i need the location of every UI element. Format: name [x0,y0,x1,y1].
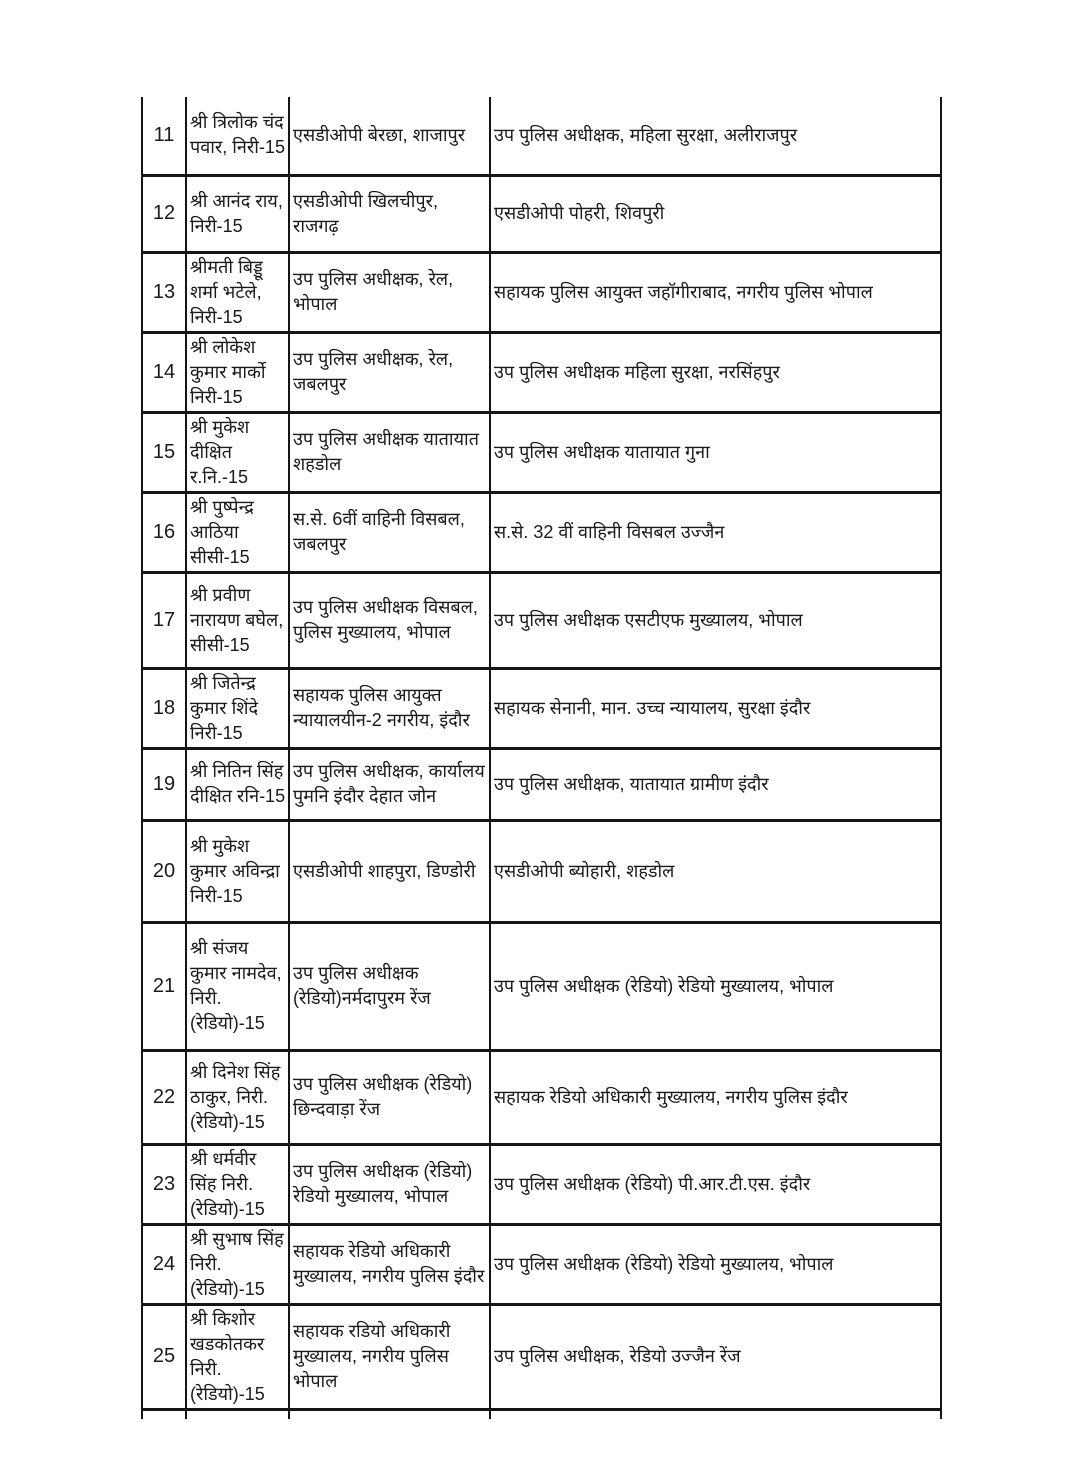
new-posting-cell: उप पुलिस अधीक्षक (रेडियो) रेडियो मुख्यालय, भोपाल [490,922,941,1050]
new-posting-cell: उप पुलिस अधीक्षक महिला सुरक्षा, नरसिंहपुर [490,332,941,412]
new-posting-cell: एसडीओपी पोहरी, शिवपुरी [490,175,941,252]
new-posting-cell: सहायक रेडियो अधिकारी मुख्यालय, नगरीय पुलिस इंदौर [490,1050,941,1144]
serial-number-cell: 13 [142,252,186,332]
current-posting-cell: सहायक रेडियो अधिकारी मुख्यालय, नगरीय पुलिस इंदौर [289,1224,490,1304]
officer-name-cell: श्री पुष्पेन्द्र आठिया सीसी-15 [186,492,289,572]
table-row [142,252,941,332]
serial-number-cell: 22 [142,1050,186,1144]
new-posting-cell: सहायक पुलिस आयुक्त जहॉगीराबाद, नगरीय पुलिस भोपाल [490,252,941,332]
serial-number-cell: 24 [142,1224,186,1304]
officer-name-cell: श्री किशोर खडकोतकर निरी. (रेडियो)-15 [186,1304,289,1409]
new-posting-cell: उप पुलिस अधीक्षक, महिला सुरक्षा, अलीराजपुर [490,97,941,175]
new-posting-cell: उप पुलिस अधीक्षक (रेडियो) रेडियो मुख्यालय, भोपाल [490,1224,941,1304]
serial-number-cell: 18 [142,668,186,748]
officer-name-cell: श्री मुकेश दीक्षित र.नि.-15 [186,412,289,492]
serial-number-cell: 11 [142,97,186,175]
current-posting-cell: उप पुलिस अधीक्षक (रेडियो) रेडियो मुख्यालय, भोपाल [289,1144,490,1224]
table-row [142,572,941,668]
transfer-table-body [142,97,941,1419]
table-row [142,175,941,252]
table-row [142,668,941,748]
current-posting-cell: उप पुलिस अधीक्षक यातायात शहडोल [289,412,490,492]
table-row [142,332,941,412]
current-posting-cell: उप पुलिस अधीक्षक (रेडियो)नर्मदापुरम रेंज [289,922,490,1050]
new-posting-cell: उप पुलिस अधीक्षक एसटीएफ मुख्यालय, भोपाल [490,572,941,668]
serial-number-cell: 20 [142,820,186,922]
table-row [142,97,941,175]
new-posting-cell [490,1409,941,1419]
serial-number-cell: 17 [142,572,186,668]
table-row [142,492,941,572]
officer-name-cell: श्री जितेन्द्र कुमार शिंदे निरी-15 [186,668,289,748]
new-posting-cell: उप पुलिस अधीक्षक, यातायात ग्रामीण इंदौर [490,748,941,820]
officer-name-cell: श्री नितिन सिंह दीक्षित रनि-15 [186,748,289,820]
serial-number-cell: 21 [142,922,186,1050]
current-posting-cell [289,1409,490,1419]
new-posting-cell: सहायक सेनानी, मान. उच्च न्यायालय, सुरक्षा इंदौर [490,668,941,748]
table-row [142,1050,941,1144]
officer-name-cell: श्री दिनेश सिंह ठाकुर, निरी. (रेडियो)-15 [186,1050,289,1144]
table-row [142,412,941,492]
serial-number-cell: 23 [142,1144,186,1224]
serial-number-cell: 19 [142,748,186,820]
new-posting-cell: उप पुलिस अधीक्षक, रेडियो उज्जैन रेंज [490,1304,941,1409]
current-posting-cell: एसडीओपी शाहपुरा, डिण्डोरी [289,820,490,922]
officer-name-cell: श्री धर्मवीर सिंह निरी. (रेडियो)-15 [186,1144,289,1224]
new-posting-cell: स.से. 32 वीं वाहिनी विसबल उज्जैन [490,492,941,572]
officer-name-cell: श्री सुभाष सिंह निरी. (रेडियो)-15 [186,1224,289,1304]
serial-number-cell: 12 [142,175,186,252]
current-posting-cell: उप पुलिस अधीक्षक (रेडियो) छिन्दवाड़ा रेंज [289,1050,490,1144]
partial-table-row [142,1409,941,1419]
document-page [141,97,940,1419]
serial-number-cell: 25 [142,1304,186,1409]
current-posting-cell: उप पुलिस अधीक्षक, रेल, भोपाल [289,252,490,332]
current-posting-cell: एसडीओपी बेरछा, शाजापुर [289,97,490,175]
current-posting-cell: उप पुलिस अधीक्षक विसबल, पुलिस मुख्यालय, भोपाल [289,572,490,668]
current-posting-cell: सहायक रडियो अधिकारी मुख्यालय, नगरीय पुलिस भोपाल [289,1304,490,1409]
serial-number-cell: 14 [142,332,186,412]
officer-name-cell: श्री त्रिलोक चंद पवार, निरी-15 [186,97,289,175]
officer-name-cell: श्री संजय कुमार नामदेव, निरी. (रेडियो)-15 [186,922,289,1050]
current-posting-cell: सहायक पुलिस आयुक्त न्यायालयीन-2 नगरीय, इंदौर [289,668,490,748]
current-posting-cell: स.से. 6वीं वाहिनी विसबल, जबलपुर [289,492,490,572]
table-row [142,922,941,1050]
current-posting-cell: एसडीओपी खिलचीपुर, राजगढ़ [289,175,490,252]
transfer-table [141,97,942,1419]
table-row [142,1224,941,1304]
officer-name-cell: श्री मुकेश कुमार अविन्द्रा निरी-15 [186,820,289,922]
table-row [142,1144,941,1224]
current-posting-cell: उप पुलिस अधीक्षक, कार्यालय पुमनि इंदौर देहात जोन [289,748,490,820]
current-posting-cell: उप पुलिस अधीक्षक, रेल, जबलपुर [289,332,490,412]
table-row [142,820,941,922]
new-posting-cell: एसडीओपी ब्योहारी, शहडोल [490,820,941,922]
officer-name-cell: श्री प्रवीण नारायण बघेल, सीसी-15 [186,572,289,668]
serial-number-cell: 16 [142,492,186,572]
officer-name-cell: श्री लोकेश कुमार मार्को निरी-15 [186,332,289,412]
officer-name-cell [186,1409,289,1419]
table-row [142,748,941,820]
serial-number-cell: 15 [142,412,186,492]
new-posting-cell: उप पुलिस अधीक्षक यातायात गुना [490,412,941,492]
table-row [142,1304,941,1409]
officer-name-cell: श्री आनंद राय, निरी-15 [186,175,289,252]
new-posting-cell: उप पुलिस अधीक्षक (रेडियो) पी.आर.टी.एस. इंदौर [490,1144,941,1224]
officer-name-cell: श्रीमती बिड्डू शर्मा भटेले, निरी-15 [186,252,289,332]
serial-number-cell [142,1409,186,1419]
